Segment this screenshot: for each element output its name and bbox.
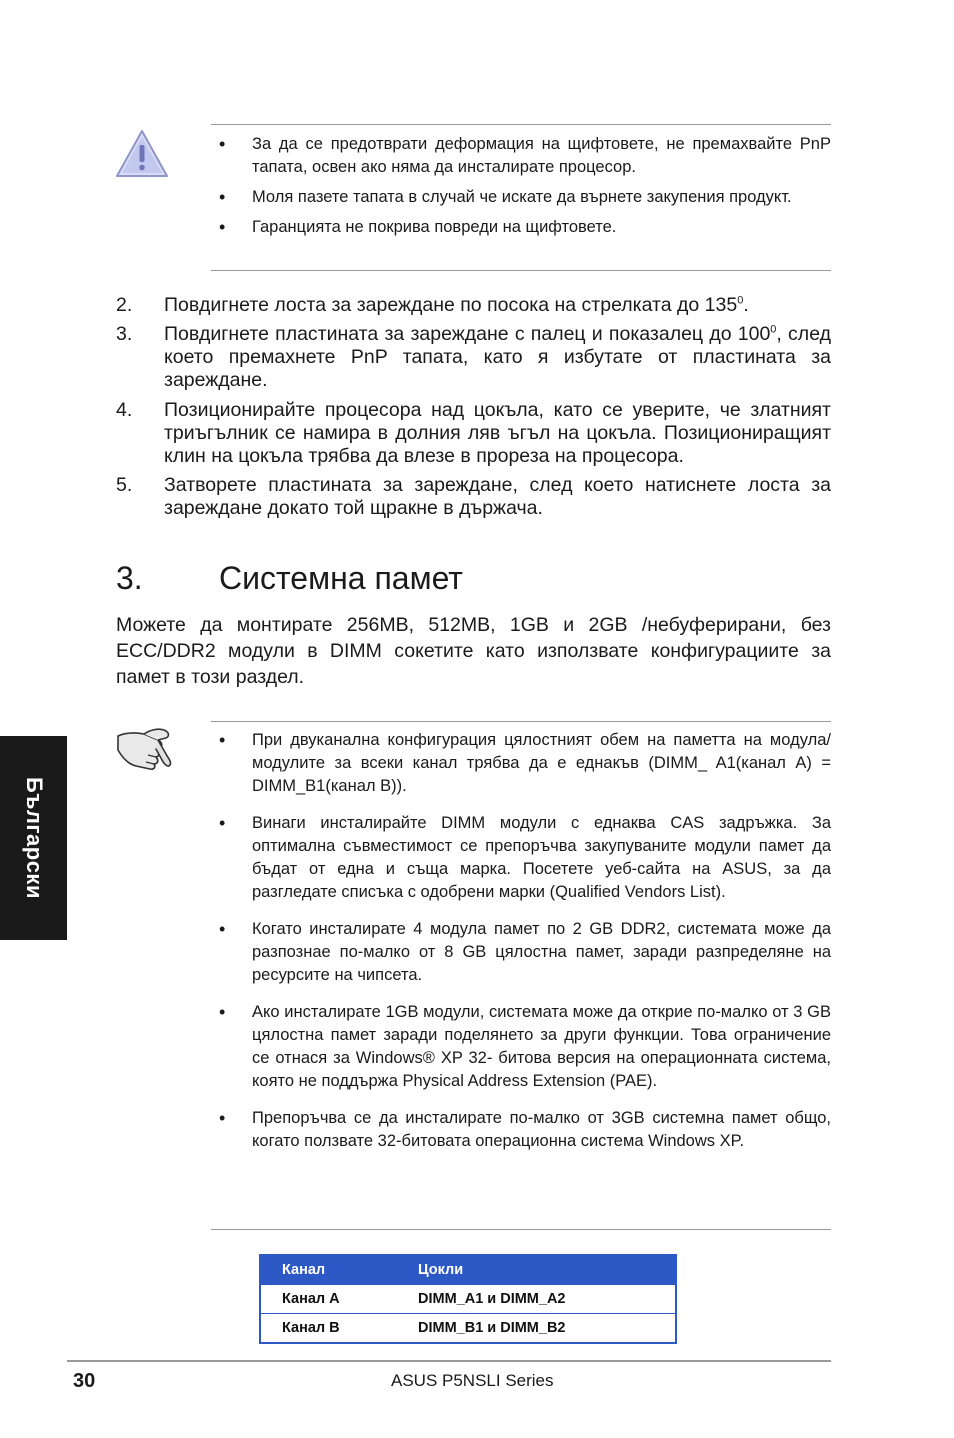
warning-list bbox=[211, 133, 831, 239]
memory-channel-table bbox=[259, 1254, 677, 1344]
list-item: • За да се предотврати деформация на щифтовете, не премахвайте PnP тапата, освен ако няма да инсталирате процесор. bbox=[211, 133, 831, 179]
table-cell: Канал B bbox=[282, 1320, 340, 1336]
footer-rule bbox=[67, 1360, 831, 1362]
list-item: • Когато инсталирате 4 модула памет по 2 GB DDR2, системата може да разпознае по-малко от 8 GB цялостна памет, заради разпределяне на ресурсите на чипсета. bbox=[211, 918, 831, 987]
step-5: 5. Затворете пластината за зареждане, след което натиснете лоста за зареждане докато той щракне в държача. bbox=[116, 474, 831, 519]
list-item: • Гаранцията не покрива повреди на щифтовете. bbox=[211, 216, 831, 239]
page-number: 30 bbox=[73, 1370, 96, 1392]
list-item: • При двуканална конфигурация цялостният обем на паметта на модула/модулите за всеки канал трябва да е еднакъв (DIMM_ A1(канал A) = DIMM_B1(канал B)). bbox=[211, 729, 831, 798]
step-4: 4. Позиционирайте процесора над цокъла, като се уверите, че златният триъгълник се намира в долния ляв ъгъл на цокъла. Позициониращият клин на цокъла трябва да влезе в прореза на процесора. bbox=[116, 399, 831, 467]
list-item: • Препоръчва се да инсталирате по-малко от 3GB системна памет общо, когато ползвате 32-битовата операционна система Windows XP. bbox=[211, 1107, 831, 1153]
table-row bbox=[261, 1313, 675, 1342]
warning-top-rule bbox=[211, 124, 831, 125]
table-cell: Канал A bbox=[282, 1291, 340, 1307]
table-header-cell: Канал bbox=[282, 1262, 326, 1278]
list-item: • Ако инсталирате 1GB модули, системата може да открие по-малко от 3 GB цялостна памет заради поделянето за други функции. Това ограничение се отнася за Windows® XP 32- битова версия на операционната система, която не поддържа Physical Address Extension (PAE). bbox=[211, 1001, 831, 1093]
hand-pointer-icon bbox=[114, 724, 174, 772]
step-3: 3. Повдигнете пластината за зареждане с палец и показалец до $100^0$, след което премахнете PnP тапата, като я избутате от пластината за зареждане. bbox=[116, 323, 831, 391]
memory-notes-list bbox=[211, 729, 831, 1153]
language-tab bbox=[0, 736, 67, 940]
memory-notes-bottom-rule bbox=[211, 1229, 831, 1230]
language-tab-label: Български bbox=[21, 777, 47, 899]
table-header-row bbox=[261, 1256, 675, 1284]
table-cell: DIMM_A1 и DIMM_A2 bbox=[418, 1291, 566, 1307]
table-header-cell: Цокли bbox=[418, 1262, 464, 1278]
list-item: • Винаги инсталирайте DIMM модули с еднаква CAS задръжка. За оптимална съвместимост се препоръчва закупуваните модули памет да бъдат от една и съща марка. Посетете уеб-сайта на ASUS, за да разгледате списъка с одобрени марки (Qualified Vendors List). bbox=[211, 812, 831, 904]
intro-paragraph: Можете да монтирате 256MB, 512MB, 1GB и 2GB /небуферирани, без ECC/DDR2 модули в DIMM сокетите като използвате конфигурациите за памет в този раздел. bbox=[116, 614, 831, 688]
section-heading: 3. Системна памет bbox=[116, 560, 463, 596]
table-cell: DIMM_B1 и DIMM_B2 bbox=[418, 1320, 566, 1336]
step-2: 2. Повдигнете лоста за зареждане по посока на стрелката до $135^0$. bbox=[116, 294, 749, 316]
warning-bottom-rule bbox=[211, 270, 831, 271]
warning-icon bbox=[114, 128, 170, 180]
memory-notes-top-rule bbox=[211, 721, 831, 722]
table-row bbox=[261, 1284, 675, 1313]
footer-title: ASUS P5NSLI Series bbox=[391, 1371, 554, 1390]
list-item: • Моля пазете тапата в случай че искате да върнете закупения продукт. bbox=[211, 186, 831, 209]
